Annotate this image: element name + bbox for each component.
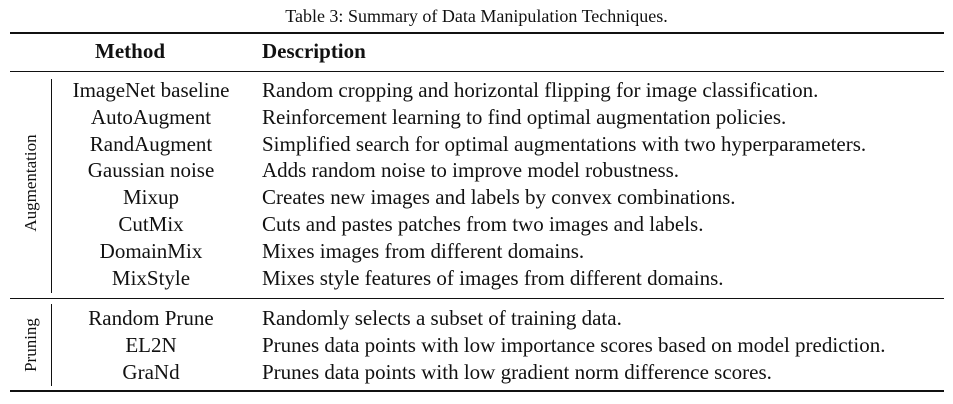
method-cell: EL2N xyxy=(125,333,177,357)
group-bar-augmentation xyxy=(51,79,52,293)
description-cell: Mixes images from different domains. xyxy=(262,239,585,263)
method-cell: AutoAugment xyxy=(90,105,212,129)
method-cell: MixStyle xyxy=(111,266,191,290)
method-cell: CutMix xyxy=(118,212,184,236)
group-separator-rule xyxy=(10,298,944,299)
description-cell: Simplified search for optimal augmentations with two hyperparameters. xyxy=(262,132,867,156)
table-caption: Table 3: Summary of Data Manipulation Techniques. xyxy=(285,6,668,26)
description-cell: Prunes data points with low gradient norm difference scores. xyxy=(262,360,772,384)
description-cell: Reinforcement learning to find optimal augmentation policies. xyxy=(262,105,787,129)
group-label-augmentation: Augmentation xyxy=(21,134,40,232)
group-bar-pruning xyxy=(51,304,52,386)
method-cell: ImageNet baseline xyxy=(72,78,230,102)
method-cell: RandAugment xyxy=(89,132,213,156)
method-cell: DomainMix xyxy=(99,239,203,263)
header-description: Description xyxy=(262,39,366,63)
description-cell: Randomly selects a subset of training data. xyxy=(262,306,622,330)
header-method: Method xyxy=(95,39,165,63)
description-cell: Adds random noise to improve model robustness. xyxy=(262,158,680,182)
method-cell: Gaussian noise xyxy=(87,158,215,182)
description-cell: Cuts and pastes patches from two images and labels. xyxy=(262,212,704,236)
description-cell: Prunes data points with low importance scores based on model prediction. xyxy=(262,333,886,357)
method-cell: Random Prune xyxy=(88,306,214,330)
header-rule xyxy=(10,71,944,72)
top-rule xyxy=(10,32,944,34)
method-cell: Mixup xyxy=(122,185,179,209)
group-label-pruning: Pruning xyxy=(21,318,40,372)
description-cell: Random cropping and horizontal flipping for image classification. xyxy=(262,78,819,102)
method-cell: GraNd xyxy=(122,360,180,384)
description-cell: Mixes style features of images from different domains. xyxy=(262,266,724,290)
bottom-rule xyxy=(10,390,944,392)
description-cell: Creates new images and labels by convex combinations. xyxy=(262,185,736,209)
